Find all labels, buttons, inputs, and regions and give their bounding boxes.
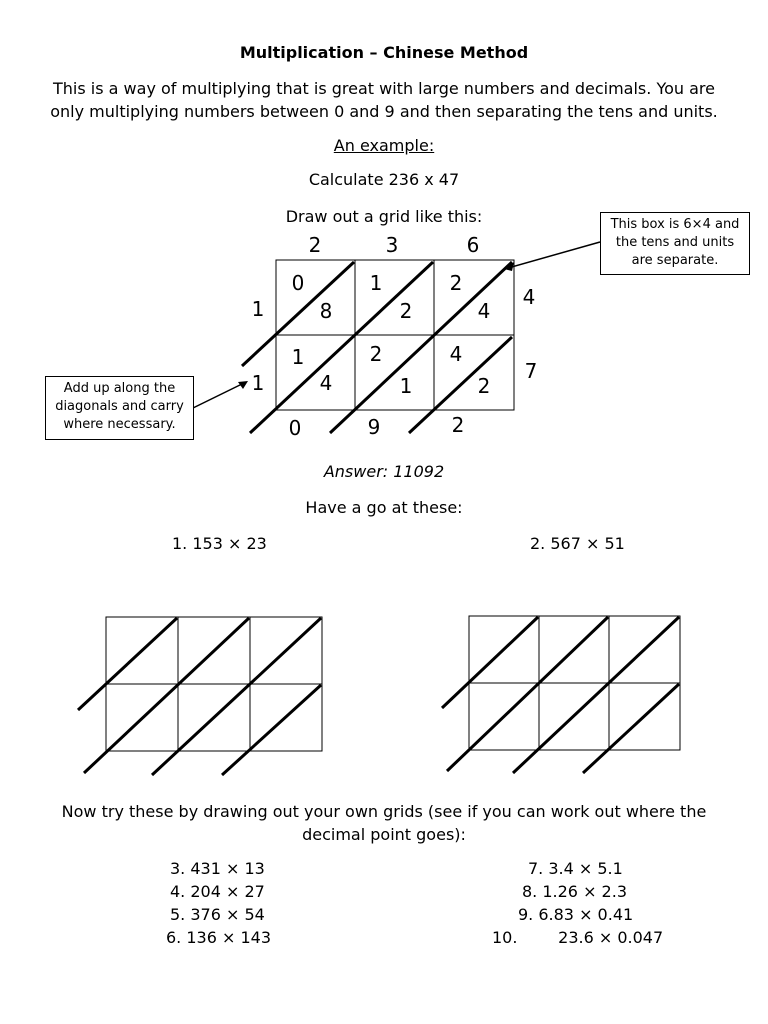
callout-line: are separate. bbox=[631, 253, 719, 268]
now-try-line-1: Now try these by drawing out your own grids (see if you can work out where the bbox=[61, 802, 707, 821]
callout-line: This box is 6×4 and bbox=[610, 217, 740, 232]
cell-tens: 1 bbox=[369, 271, 383, 295]
intro-line-1: This is a way of multiplying that is great with large numbers and decimals. You are bbox=[53, 79, 715, 98]
right-digit: 7 bbox=[524, 359, 538, 383]
practice-grid-1-diagonal bbox=[222, 685, 321, 775]
cell-units: 4 bbox=[319, 371, 333, 395]
practice-question-1: 1. 153 × 23 bbox=[172, 534, 267, 553]
cell-units: 2 bbox=[477, 374, 491, 398]
practice-question-2: 2. 567 × 51 bbox=[530, 534, 625, 553]
question-item: 7. 3.4 × 5.1 bbox=[528, 859, 623, 878]
intro-line-2: only multiplying numbers between 0 and 9 and then separating the tens and units. bbox=[50, 102, 718, 121]
cell-units: 2 bbox=[399, 299, 413, 323]
page-title: Multiplication – Chinese Method bbox=[239, 43, 529, 62]
practice-grid-1-diagonal bbox=[78, 618, 177, 710]
cell-tens: 4 bbox=[449, 342, 463, 366]
bottom-sum: 9 bbox=[367, 415, 381, 439]
now-try-text bbox=[0, 800, 768, 846]
question-item: 5. 376 × 54 bbox=[170, 905, 265, 924]
callout-line: where necessary. bbox=[63, 417, 176, 432]
example-calculation: Calculate 236 x 47 bbox=[308, 170, 460, 189]
top-digit: 6 bbox=[466, 233, 480, 257]
question-item: 10. 23.6 × 0.047 bbox=[492, 928, 664, 947]
callout-line: Add up along the bbox=[63, 381, 176, 396]
question-item: 8. 1.26 × 2.3 bbox=[522, 882, 627, 901]
cell-units: 4 bbox=[477, 299, 491, 323]
example-heading-text: An example: bbox=[333, 136, 435, 155]
question-item: 3. 431 × 13 bbox=[170, 859, 265, 878]
practice-grid-1-diagonal bbox=[84, 618, 249, 773]
bottom-sum: 2 bbox=[451, 413, 465, 437]
draw-instruction: Draw out a grid like this: bbox=[285, 207, 483, 226]
cell-units: 1 bbox=[399, 374, 413, 398]
question-list-right bbox=[492, 857, 663, 949]
bottom-sum: 0 bbox=[288, 416, 302, 440]
right-digit: 4 bbox=[522, 285, 536, 309]
cell-units: 8 bbox=[319, 299, 333, 323]
cell-tens: 2 bbox=[449, 271, 463, 295]
practice-grid-2-diagonal bbox=[442, 617, 538, 708]
cell-tens: 0 bbox=[291, 271, 305, 295]
question-list-left bbox=[166, 857, 272, 949]
have-a-go-heading: Have a go at these: bbox=[305, 498, 463, 517]
callout-line: the tens and units bbox=[615, 235, 735, 250]
left-sum: 1 bbox=[251, 371, 265, 395]
left-sum: 1 bbox=[251, 297, 265, 321]
practice-grid-2-diagonal bbox=[583, 684, 679, 773]
top-digit: 3 bbox=[385, 233, 399, 257]
now-try-line-2: decimal point goes): bbox=[302, 825, 466, 844]
callout-line: diagonals and carry bbox=[55, 399, 184, 414]
question-item: 4. 204 × 27 bbox=[170, 882, 265, 901]
cell-tens: 2 bbox=[369, 342, 383, 366]
cell-tens: 1 bbox=[291, 345, 305, 369]
question-item: 9. 6.83 × 0.41 bbox=[518, 905, 634, 924]
top-digit: 2 bbox=[308, 233, 322, 257]
answer-text: Answer: 11092 bbox=[323, 462, 445, 481]
question-item: 6. 136 × 143 bbox=[166, 928, 272, 947]
practice-grid-2-diagonal bbox=[447, 617, 608, 771]
